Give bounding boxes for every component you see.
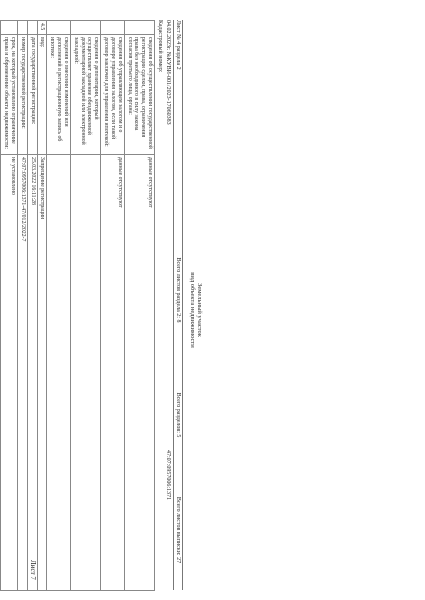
encumbrance-table: [0, 20, 155, 591]
extract-number: 04.02.2023г. №КУВИ-001/2023-17060383: [165, 20, 171, 125]
table-row: [37, 21, 47, 591]
cell-label: номер государственной регистрации:: [17, 35, 27, 155]
section-sheets: Всего листов раздела 2: 8: [173, 220, 183, 360]
object-title: Земельный участок: [196, 283, 203, 337]
cell-num: [27, 21, 37, 35]
cell-label: [0, 35, 1, 155]
cell-label: вид:: [37, 35, 47, 155]
cadastral-number: 47:07:0957006:1371: [165, 450, 171, 501]
cell-num: [124, 21, 154, 35]
cell-num: [101, 21, 124, 35]
cell-num: [0, 21, 1, 35]
cell-value: [70, 155, 100, 591]
cell-num: [70, 21, 100, 35]
cell-label: сведения об осуществлении государственной регистрации сделки, права, ограничения права без необходимого в силу закона согласия третьего лица, органа:: [124, 35, 154, 155]
object-subtitle: вид объекта недвижимости: [189, 272, 196, 348]
cell-num: [47, 21, 70, 35]
cell-value: [47, 155, 70, 591]
cell-num: 4.5: [37, 21, 47, 35]
table-row: [17, 21, 27, 591]
total-sections: Всего разделов: 5: [173, 360, 183, 470]
total-pages: Всего листов выписки: 27: [173, 470, 183, 590]
cell-value: 47:07:0957006:1371-47/012/2022-7: [17, 155, 27, 591]
cell-value: данные отсутствуют: [124, 155, 154, 591]
cell-label: сведения о депозитарии, который осуществляет хранение обездвиженной документарной закладной или электронной закладной:: [70, 35, 100, 155]
page-number: Лист 7: [29, 560, 37, 580]
table-row: [0, 21, 1, 591]
cell-value: 25.03.2022 16:11:28: [27, 155, 37, 591]
cell-value: не установлено: [1, 155, 18, 591]
cell-label: дата государственной регистрации:: [27, 35, 37, 155]
cell-value: данные отсутствуют: [101, 155, 124, 591]
table-row: [101, 21, 124, 591]
cell-label: сведения о внесении изменений или дополнений в регистрационную запись об ипотеке:: [47, 35, 70, 155]
cadastral-row: [154, 20, 173, 590]
cell-num: [1, 21, 18, 35]
cell-value: [0, 155, 1, 591]
cell-value: Запрещение регистрации: [37, 155, 47, 591]
cell-label: сведения об управляющем залогом и о договоре управления залогом, если такой договор заключен для управления ипотекой:: [101, 35, 124, 155]
cell-num: [17, 21, 27, 35]
cadastral-label: Кадастровый номер:: [157, 20, 163, 73]
table-row: [124, 21, 154, 591]
table-row: [27, 21, 37, 591]
cell-label: срок, на который установлено ограничение права и обременение объекта недвижимости:: [1, 35, 18, 155]
sheet-header: Лист № 4 раздела 2: [173, 20, 183, 220]
table-row: [1, 21, 18, 591]
table-row: [47, 21, 70, 591]
table-row: [70, 21, 100, 591]
